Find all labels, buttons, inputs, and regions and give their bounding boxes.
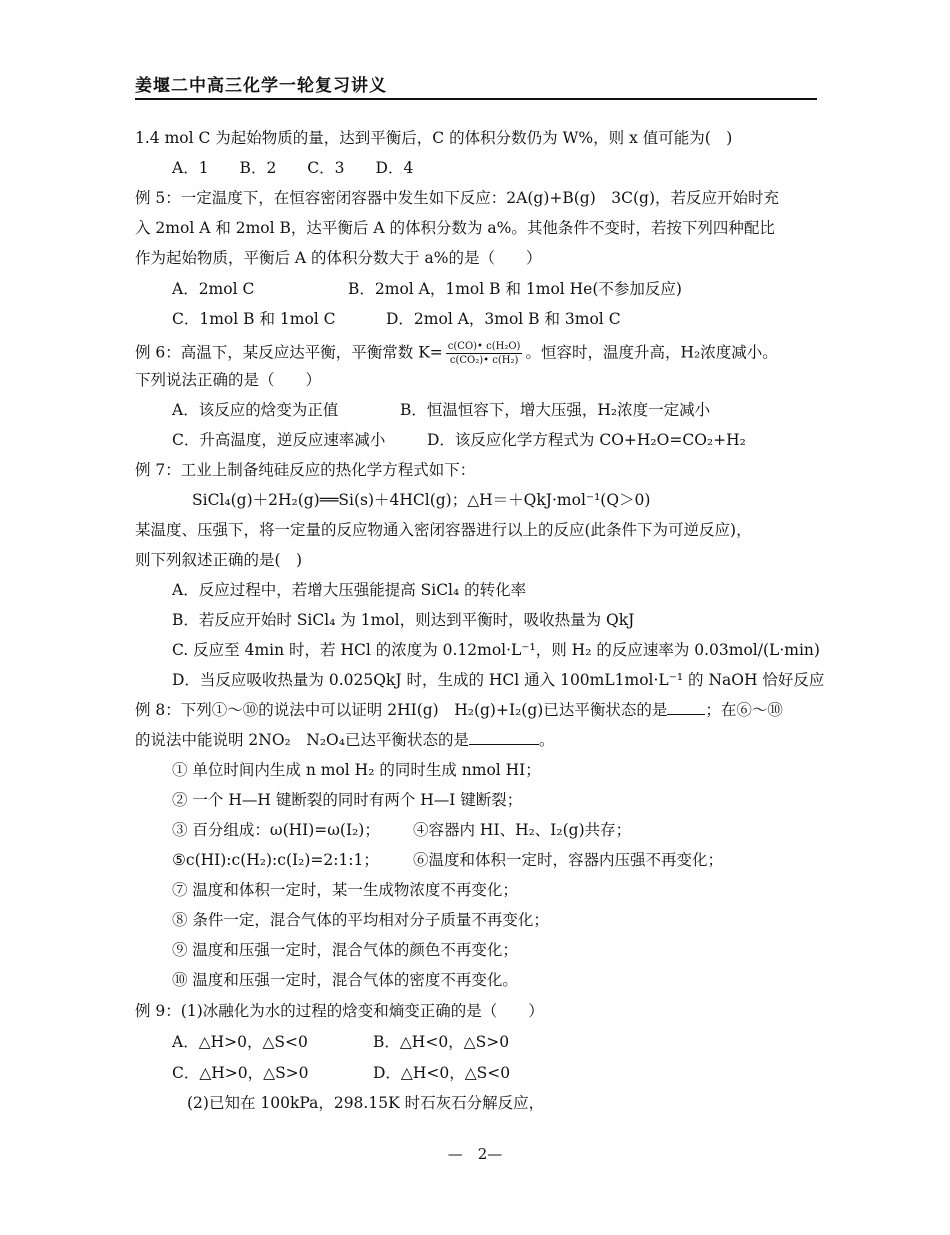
option-a: A．2mol C	[172, 280, 255, 298]
option-d: D．2mol A，3mol B 和 3mol C	[386, 310, 621, 328]
text-line: 1.4 mol C 为起始物质的量，达到平衡后，C 的体积分数仍为 W%，则 x 值可能为( )	[135, 129, 733, 147]
text-line: (2)已知在 100kPa，298.15K 时石灰石分解反应，	[187, 1094, 545, 1112]
option-a: A．△H>0，△S<0	[172, 1033, 308, 1051]
text-line: 入 2mol A 和 2mol B，达平衡后 A 的体积分数为 a%。其他条件不变时，若按下列四种配比	[135, 219, 775, 237]
statement-6: ⑥温度和体积一定时，容器内压强不再变化；	[413, 851, 724, 869]
option-d: D．△H<0，△S<0	[373, 1064, 511, 1082]
header-title: 姜堰二中高三化学一轮复习讲义	[135, 76, 387, 96]
text-line: 则下列叙述正确的是( )	[135, 551, 303, 569]
equilibrium-constant-fraction	[446, 340, 523, 367]
text-line: 下列说法正确的是（ ）	[135, 371, 322, 389]
option-d: D．当反应吸收热量为 0.025QkJ 时，生成的 HCl 通入 100mL1mol·L⁻¹ 的 NaOH 恰好反应	[172, 671, 825, 689]
statement-4: ④容器内 HI、H₂、I₂(g)共存；	[413, 821, 632, 839]
statement-5: ⑤c(HI):c(H₂):c(I₂)=2:1:1；	[172, 851, 379, 869]
example-8-text-tail: ；在⑥～⑩	[705, 701, 783, 719]
example-6-text-tail: 。恒容时，温度升高，H₂浓度减小。	[525, 343, 778, 362]
option-c: C．升高温度，逆反应速率减小	[172, 431, 386, 449]
option-a: A．该反应的焓变为正值	[172, 401, 339, 419]
page-number: — 2—	[447, 1145, 503, 1163]
example-7-line: 例 7：工业上制备纯硅反应的热化学方程式如下：	[135, 461, 476, 479]
text-line: A．1 B．2 C．3 D．4	[172, 159, 414, 177]
option-b: B．恒温恒容下，增大压强，H₂浓度一定减小	[400, 401, 711, 419]
text-line-tail: 。	[538, 731, 555, 749]
page-header	[135, 72, 817, 100]
option-b: B．若反应开始时 SiCl₄ 为 1mol，则达到平衡时，吸收热量为 QkJ	[172, 611, 635, 629]
example-9-line: 例 9：(1)冰融化为水的过程的焓变和熵变正确的是（ ）	[135, 1002, 544, 1020]
example-8-line	[135, 700, 783, 720]
text-line: 某温度、压强下，将一定量的反应物通入密闭容器进行以上的反应(此条件下为可逆反应)，	[135, 521, 752, 539]
statement-8: ⑧ 条件一定，混合气体的平均相对分子质量不再变化；	[172, 911, 549, 929]
text-line	[135, 730, 555, 750]
statement-7: ⑦ 温度和体积一定时，某一生成物浓度不再变化；	[172, 881, 518, 899]
example-6-line	[135, 340, 778, 367]
text-line: 作为起始物质，平衡后 A 的体积分数大于 a%的是（ ）	[135, 249, 542, 267]
option-d: D．该反应化学方程式为 CO+H₂O=CO₂+H₂	[427, 431, 746, 449]
option-a: A．反应过程中，若增大压强能提高 SiCl₄ 的转化率	[172, 581, 527, 599]
example-8-text: 例 8：下列①～⑩的说法中可以证明 2HI(g) H₂(g)+I₂(g)已达平衡状态的是	[135, 701, 668, 719]
equation-line: SiCl₄(g)＋2H₂(g)══Si(s)＋4HCl(g)；△H＝＋QkJ·mol⁻¹(Q＞0)	[192, 491, 651, 509]
answer-blank	[469, 744, 539, 745]
text-line-head: 的说法中能说明 2NO₂ N₂O₄已达平衡状态的是	[135, 731, 469, 749]
option-b: B．△H<0，△S>0	[373, 1033, 510, 1051]
option-c: C．△H>0，△S>0	[172, 1064, 309, 1082]
fraction-denominator: c(CO₂)• c(H₂)	[449, 355, 519, 366]
statement-2: ② 一个 H—H 键断裂的同时有两个 H—I 键断裂；	[172, 791, 523, 809]
answer-blank	[667, 714, 705, 715]
statement-1: ① 单位时间内生成 n mol H₂ 的同时生成 nmol HI；	[172, 761, 541, 779]
statement-3: ③ 百分组成：ω(HI)=ω(I₂)；	[172, 821, 380, 839]
example-5-line: 例 5：一定温度下，在恒容密闭容器中发生如下反应：2A(g)+B(g) 3C(g)，若反应开始时充	[135, 189, 779, 207]
option-c: C．1mol B 和 1mol C	[172, 310, 336, 328]
statement-9: ⑨ 温度和压强一定时，混合气体的颜色不再变化；	[172, 941, 518, 959]
option-c: C. 反应至 4min 时，若 HCl 的浓度为 0.12mol·L⁻¹，则 H₂ 的反应速率为 0.03mol/(L·min)	[172, 641, 820, 659]
statement-10: ⑩ 温度和压强一定时，混合气体的密度不再变化。	[172, 971, 518, 989]
fraction-numerator: c(CO)• c(H₂O)	[447, 341, 521, 352]
example-6-text: 例 6：高温下，某反应达平衡，平衡常数 K=	[135, 343, 443, 362]
option-b: B．2mol A，1mol B 和 1mol He(不参加反应)	[348, 280, 682, 298]
